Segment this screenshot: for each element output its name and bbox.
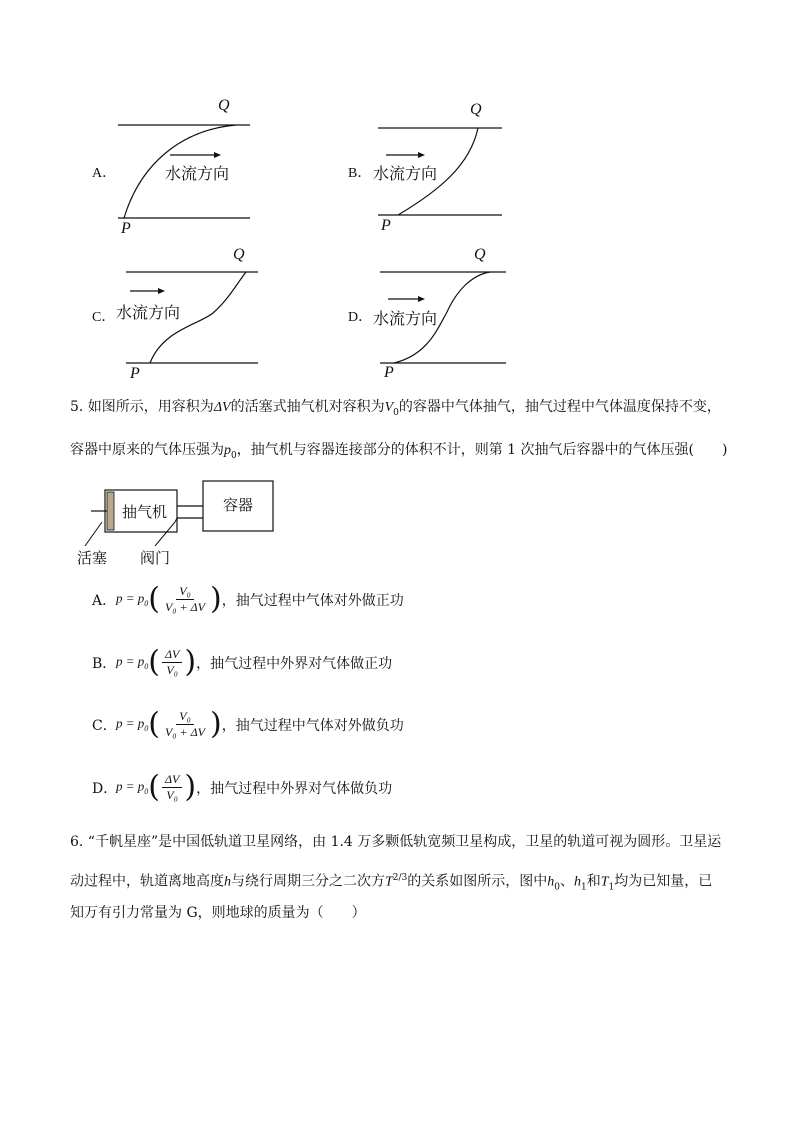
q5-line1 [70,390,721,430]
q6-h1-sub: 1 [581,882,587,893]
option-d-letter: D． [348,310,373,325]
option-b-p-label: P [381,217,391,234]
q6-h0: h [547,874,555,890]
q6-T1: T [600,874,609,890]
q6-T1-sub: 1 [608,882,615,893]
option-b-flow-text: 水流方向 [373,164,438,183]
q6-T: T [385,874,393,890]
q6-h: h [224,874,231,890]
formula-sub: 0 [144,662,149,672]
q5-option-c-text: ，抽气过程中气体对外做负功 [221,717,404,734]
option-a-letter: A． [92,166,117,181]
q6-line2-a: 动过程中，轨道离地高度 [70,873,224,890]
q5-line2-b: ，抽气机与容器连接部分的体积不计，则第 1 次抽气后容器中的气体压强( ) [236,442,728,458]
q5-option-a[interactable] [92,581,404,617]
q6-sep: 、 [560,873,575,890]
q6-line3: 知万有引力常量为 G，则地球的质量为（ ） [70,905,366,921]
pump-container-figure [75,476,285,546]
formula-sub: 0 [144,599,149,609]
formula-denominator: V₀ + ΔV [165,600,205,614]
q5-option-c-letter: C． [92,717,117,734]
container-label: 容器 [223,496,254,514]
q6-line2-c: 的关系如图所示，图中 [407,873,548,890]
option-d-q-label: Q [474,246,486,263]
q5-p0: p [224,443,231,458]
flow-arrow-head [158,288,165,294]
formula-lhs: p = p [116,653,145,669]
piston-label: 活塞 [77,549,108,567]
q5-option-a-letter: A． [92,592,117,609]
formula-lhs: p = p [116,590,145,606]
option-d-flow-text: 水流方向 [373,309,438,328]
formula-denominator: V₀ [166,788,178,802]
piston-pointer [85,522,102,546]
q5-line2 [70,433,727,473]
q5-option-c[interactable] [92,706,404,742]
flow-arrow-head [214,152,221,158]
q5-p0-sub: 0 [231,450,237,461]
option-a-q-label: Q [218,97,230,114]
q5-option-d-text: ，抽气过程中外界对气体做负功 [196,780,393,797]
q5-line1-a: 5. 如图所示，用容积为 [70,399,214,415]
q5-line2-a: 容器中原来的气体压强为 [70,442,224,458]
q5-v0: V [384,400,394,415]
option-b-letter: B． [348,166,372,181]
option-a-flow-text: 水流方向 [165,164,230,183]
q6-line2-b: 与绕行周期三分之二次方 [231,873,385,890]
formula-numerator: V₀ [176,709,194,725]
flow-arrow-head [418,152,425,158]
formula-numerator: ΔV [162,772,182,788]
q6-line2-d: 均为已知量，已 [614,873,713,890]
q6-and: 和 [586,873,601,890]
formula-sub: 0 [144,787,149,797]
q5-option-b-formula: $p = p_0$( $\frac{\Delta V}{\text{V₀}}$ ) [116,644,197,680]
q6-line1: 6. “千帆星座”是中国低轨道卫星网络，由 1.4 万多颗低轨宽频卫星构成，卫星的轨道可视为圆形。卫星运 [70,834,722,850]
pump-label: 抽气机 [122,503,168,521]
q5-line1-c: 的容器中气体抽气，抽气过程中气体温度保持不变， [398,399,721,415]
option-a-p-label: P [121,220,131,237]
q5-line1-b: 的活塞式抽气机对容积为 [230,399,385,415]
option-c-p-label: P [130,365,140,382]
flow-arrow-head [418,296,425,302]
piston [107,492,114,530]
q5-option-b-letter: B． [92,655,117,672]
formula-denominator: V₀ [166,663,178,677]
formula-numerator: V₀ [176,584,194,600]
formula-lhs: p = p [116,778,145,794]
valve-label: 阀门 [140,549,171,567]
q5-v0-sub: 0 [393,407,399,418]
formula-sub: 0 [144,724,149,734]
option-b-q-label: Q [470,101,482,118]
option-c-letter: C． [92,310,116,325]
option-d-p-label: P [384,364,394,381]
formula-lhs: p = p [116,715,145,731]
q5-option-d-formula: $p = p_0$( $\frac{\Delta V}{\text{V₀}}$ ) [116,769,197,805]
q6-T-exponent: 2/3 [392,873,408,883]
q5-option-c-formula: $p = p_0$( $\frac{\text{V₀}}{\text{V₀ + ΔV}}$ ) [116,706,222,742]
q5-option-b[interactable] [92,644,393,680]
option-c-q-label: Q [233,246,245,263]
q6-h0-sub: 0 [554,882,561,893]
q5-option-a-formula: $p = p_0$( $\frac{\text{V₀}}{\text{V₀ + ΔV}}$ ) [116,581,222,617]
q5-delta-v: ΔV [213,400,231,415]
formula-denominator: V₀ + ΔV [165,725,205,739]
formula-numerator: ΔV [162,647,182,663]
q5-option-b-text: ，抽气过程中外界对气体做正功 [196,655,393,672]
q5-option-d[interactable] [92,769,393,805]
q5-option-a-text: ，抽气过程中气体对外做正功 [221,592,404,609]
q6-h1: h [574,874,582,890]
option-c-flow-text: 水流方向 [116,303,181,322]
q5-option-d-letter: D． [92,780,118,797]
